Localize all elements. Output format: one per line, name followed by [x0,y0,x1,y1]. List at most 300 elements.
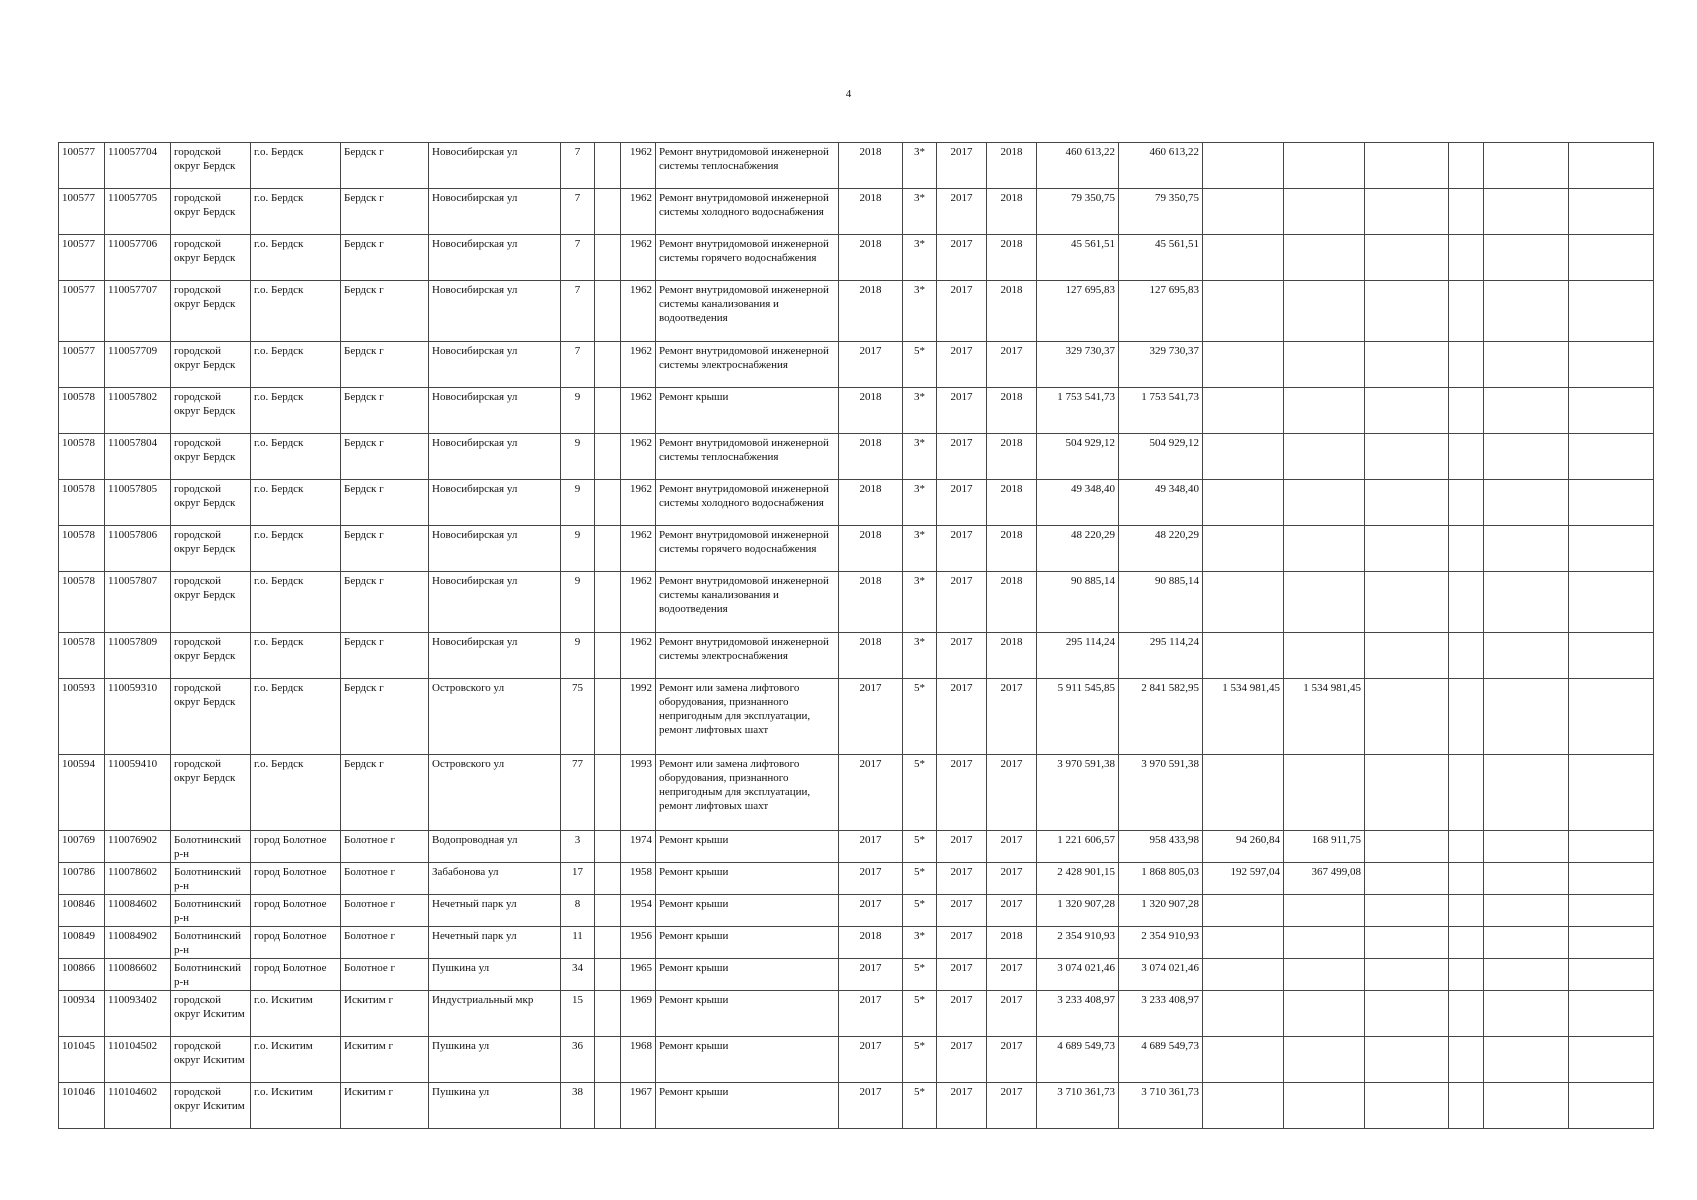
cell-budget-cost [1203,388,1284,434]
cell-object-id: 100578 [59,434,105,480]
cell-building [595,281,621,342]
cell-fund-cost: 45 561,51 [1119,235,1203,281]
cell-col-21 [1484,434,1569,480]
cell-col-19 [1365,679,1449,755]
cell-end-year: 2018 [987,633,1037,679]
cell-owners-cost [1284,959,1365,991]
cell-budget-cost: 1 534 981,45 [1203,679,1284,755]
cell-end-year: 2018 [987,526,1037,572]
cell-house-number: 8 [561,895,595,927]
cell-plan-year: 2018 [839,281,903,342]
cell-col-20 [1449,572,1484,633]
cell-locality: Бердск г [341,143,429,189]
cell-locality: Бердск г [341,572,429,633]
cell-total-cost: 3 233 408,97 [1037,991,1119,1037]
cell-fund-cost: 49 348,40 [1119,480,1203,526]
cell-col-19 [1365,1083,1449,1129]
cell-start-year: 2017 [937,633,987,679]
cell-priority: 5* [903,895,937,927]
cell-col-20 [1449,959,1484,991]
cell-total-cost: 5 911 545,85 [1037,679,1119,755]
cell-house-number: 9 [561,480,595,526]
cell-priority: 3* [903,526,937,572]
cell-house-number: 9 [561,434,595,480]
cell-work-id: 110057709 [105,342,171,388]
cell-street: Новосибирская ул [429,388,561,434]
cell-col-20 [1449,434,1484,480]
cell-col-21 [1484,831,1569,863]
cell-work-type: Ремонт внутридомовой инженерной системы теплоснабжения [656,434,839,480]
cell-fund-cost: 3 233 408,97 [1119,991,1203,1037]
cell-building [595,526,621,572]
cell-total-cost: 329 730,37 [1037,342,1119,388]
cell-locality: Бердск г [341,633,429,679]
cell-start-year: 2017 [937,831,987,863]
cell-owners-cost [1284,755,1365,831]
cell-priority: 5* [903,755,937,831]
cell-work-id: 110057704 [105,143,171,189]
cell-col-21 [1484,633,1569,679]
cell-col-20 [1449,1083,1484,1129]
cell-priority: 5* [903,679,937,755]
table-row [59,143,1654,189]
table-row [59,895,1654,927]
cell-col-21 [1484,895,1569,927]
cell-municipality: Болотнинский р-н [171,831,251,863]
cell-work-type: Ремонт крыши [656,863,839,895]
cell-street: Индустриальный мкр [429,991,561,1037]
cell-end-year: 2018 [987,189,1037,235]
cell-col-19 [1365,480,1449,526]
cell-locality: Бердск г [341,235,429,281]
cell-street: Новосибирская ул [429,633,561,679]
cell-end-year: 2017 [987,679,1037,755]
cell-fund-cost: 329 730,37 [1119,342,1203,388]
cell-settlement: г.о. Искитим [251,991,341,1037]
cell-col-22 [1569,235,1654,281]
cell-year-built: 1965 [621,959,656,991]
table-row [59,572,1654,633]
cell-budget-cost [1203,281,1284,342]
table-row [59,526,1654,572]
cell-work-type: Ремонт крыши [656,388,839,434]
cell-plan-year: 2018 [839,480,903,526]
cell-budget-cost [1203,235,1284,281]
cell-col-21 [1484,143,1569,189]
cell-object-id: 100577 [59,189,105,235]
cell-house-number: 11 [561,927,595,959]
cell-total-cost: 2 428 901,15 [1037,863,1119,895]
cell-house-number: 9 [561,633,595,679]
cell-plan-year: 2017 [839,755,903,831]
cell-fund-cost: 3 970 591,38 [1119,755,1203,831]
cell-building [595,480,621,526]
cell-end-year: 2018 [987,434,1037,480]
cell-priority: 5* [903,831,937,863]
cell-end-year: 2017 [987,863,1037,895]
cell-col-19 [1365,895,1449,927]
cell-start-year: 2017 [937,572,987,633]
cell-col-19 [1365,143,1449,189]
cell-plan-year: 2017 [839,991,903,1037]
cell-col-19 [1365,959,1449,991]
cell-building [595,388,621,434]
cell-street: Новосибирская ул [429,235,561,281]
table-row [59,281,1654,342]
cell-col-19 [1365,388,1449,434]
cell-col-19 [1365,755,1449,831]
cell-owners-cost [1284,895,1365,927]
cell-municipality: Болотнинский р-н [171,927,251,959]
cell-building [595,863,621,895]
cell-settlement: город Болотное [251,959,341,991]
cell-year-built: 1962 [621,235,656,281]
table-row [59,388,1654,434]
cell-work-id: 110059410 [105,755,171,831]
cell-street: Островского ул [429,679,561,755]
cell-settlement: г.о. Бердск [251,679,341,755]
cell-col-19 [1365,831,1449,863]
cell-work-type: Ремонт внутридомовой инженерной системы горячего водоснабжения [656,526,839,572]
cell-work-id: 110078602 [105,863,171,895]
cell-settlement: город Болотное [251,895,341,927]
cell-work-id: 110104502 [105,1037,171,1083]
cell-year-built: 1954 [621,895,656,927]
cell-street: Новосибирская ул [429,434,561,480]
cell-priority: 3* [903,281,937,342]
cell-col-20 [1449,633,1484,679]
cell-object-id: 100866 [59,959,105,991]
cell-house-number: 36 [561,1037,595,1083]
cell-locality: Бердск г [341,526,429,572]
cell-settlement: г.о. Бердск [251,526,341,572]
cell-start-year: 2017 [937,1083,987,1129]
cell-municipality: городской округ Бердск [171,679,251,755]
cell-fund-cost: 1 868 805,03 [1119,863,1203,895]
cell-house-number: 7 [561,189,595,235]
cell-owners-cost [1284,927,1365,959]
cell-object-id: 100934 [59,991,105,1037]
cell-budget-cost [1203,1083,1284,1129]
cell-start-year: 2017 [937,434,987,480]
cell-house-number: 9 [561,388,595,434]
cell-budget-cost: 94 260,84 [1203,831,1284,863]
cell-priority: 3* [903,143,937,189]
cell-col-20 [1449,927,1484,959]
cell-fund-cost: 127 695,83 [1119,281,1203,342]
cell-work-id: 110057806 [105,526,171,572]
cell-col-21 [1484,388,1569,434]
cell-year-built: 1962 [621,388,656,434]
cell-end-year: 2018 [987,572,1037,633]
table-row [59,434,1654,480]
cell-owners-cost [1284,434,1365,480]
cell-col-21 [1484,189,1569,235]
cell-work-type: Ремонт внутридомовой инженерной системы холодного водоснабжения [656,480,839,526]
cell-settlement: г.о. Искитим [251,1083,341,1129]
cell-house-number: 34 [561,959,595,991]
cell-budget-cost [1203,1037,1284,1083]
cell-work-type: Ремонт или замена лифтового оборудования, признанного непригодным для эксплуатации, ремонт лифтовых шахт [656,755,839,831]
cell-work-id: 110057807 [105,572,171,633]
table-row [59,927,1654,959]
cell-priority: 3* [903,927,937,959]
cell-locality: Болотное г [341,863,429,895]
cell-col-22 [1569,633,1654,679]
table-row [59,1083,1654,1129]
cell-building [595,895,621,927]
cell-end-year: 2017 [987,342,1037,388]
cell-building [595,189,621,235]
cell-municipality: городской округ Искитим [171,991,251,1037]
cell-total-cost: 1 221 606,57 [1037,831,1119,863]
table-row [59,755,1654,831]
cell-work-type: Ремонт крыши [656,991,839,1037]
cell-municipality: Болотнинский р-н [171,895,251,927]
cell-col-22 [1569,1037,1654,1083]
cell-building [595,831,621,863]
cell-priority: 5* [903,863,937,895]
cell-settlement: город Болотное [251,927,341,959]
cell-col-22 [1569,572,1654,633]
cell-budget-cost [1203,755,1284,831]
cell-work-id: 110057706 [105,235,171,281]
cell-col-21 [1484,863,1569,895]
cell-municipality: Болотнинский р-н [171,959,251,991]
cell-col-20 [1449,991,1484,1037]
cell-work-type: Ремонт крыши [656,927,839,959]
cell-work-id: 110057707 [105,281,171,342]
cell-end-year: 2018 [987,235,1037,281]
cell-end-year: 2018 [987,480,1037,526]
table-body [59,143,1654,1129]
cell-settlement: г.о. Искитим [251,1037,341,1083]
cell-col-22 [1569,189,1654,235]
cell-plan-year: 2018 [839,235,903,281]
cell-object-id: 101045 [59,1037,105,1083]
cell-object-id: 101046 [59,1083,105,1129]
cell-col-20 [1449,679,1484,755]
cell-municipality: городской округ Бердск [171,189,251,235]
cell-settlement: г.о. Бердск [251,342,341,388]
cell-budget-cost [1203,572,1284,633]
cell-col-22 [1569,526,1654,572]
table-row [59,1037,1654,1083]
cell-work-id: 110086602 [105,959,171,991]
cell-end-year: 2017 [987,959,1037,991]
cell-municipality: городской округ Искитим [171,1037,251,1083]
cell-municipality: городской округ Искитим [171,1083,251,1129]
cell-total-cost: 3 970 591,38 [1037,755,1119,831]
cell-street: Новосибирская ул [429,281,561,342]
cell-year-built: 1958 [621,863,656,895]
cell-priority: 5* [903,1037,937,1083]
cell-plan-year: 2017 [839,1083,903,1129]
cell-locality: Бердск г [341,342,429,388]
cell-street: Новосибирская ул [429,189,561,235]
cell-col-20 [1449,342,1484,388]
cell-settlement: город Болотное [251,863,341,895]
cell-end-year: 2017 [987,991,1037,1037]
cell-year-built: 1974 [621,831,656,863]
cell-municipality: Болотнинский р-н [171,863,251,895]
cell-year-built: 1962 [621,633,656,679]
cell-col-21 [1484,526,1569,572]
cell-locality: Бердск г [341,755,429,831]
cell-settlement: г.о. Бердск [251,189,341,235]
cell-house-number: 17 [561,863,595,895]
cell-owners-cost [1284,572,1365,633]
cell-building [595,342,621,388]
cell-object-id: 100577 [59,342,105,388]
cell-col-21 [1484,342,1569,388]
cell-year-built: 1962 [621,143,656,189]
cell-start-year: 2017 [937,143,987,189]
table-row [59,189,1654,235]
cell-col-19 [1365,927,1449,959]
cell-total-cost: 460 613,22 [1037,143,1119,189]
cell-year-built: 1956 [621,927,656,959]
cell-end-year: 2017 [987,755,1037,831]
cell-end-year: 2017 [987,1083,1037,1129]
table-row [59,831,1654,863]
cell-col-20 [1449,1037,1484,1083]
cell-street: Новосибирская ул [429,480,561,526]
cell-house-number: 3 [561,831,595,863]
cell-plan-year: 2018 [839,434,903,480]
cell-col-22 [1569,388,1654,434]
cell-col-19 [1365,526,1449,572]
cell-start-year: 2017 [937,526,987,572]
cell-settlement: г.о. Бердск [251,235,341,281]
cell-priority: 3* [903,235,937,281]
cell-end-year: 2018 [987,927,1037,959]
cell-col-22 [1569,1083,1654,1129]
cell-total-cost: 1 753 541,73 [1037,388,1119,434]
cell-locality: Искитим г [341,1037,429,1083]
cell-work-type: Ремонт внутридомовой инженерной системы электроснабжения [656,342,839,388]
cell-col-20 [1449,235,1484,281]
cell-object-id: 100786 [59,863,105,895]
cell-col-19 [1365,991,1449,1037]
cell-priority: 5* [903,991,937,1037]
cell-col-21 [1484,480,1569,526]
cell-year-built: 1962 [621,434,656,480]
cell-fund-cost: 3 710 361,73 [1119,1083,1203,1129]
cell-year-built: 1968 [621,1037,656,1083]
cell-work-id: 110057802 [105,388,171,434]
cell-plan-year: 2017 [839,959,903,991]
cell-work-id: 110104602 [105,1083,171,1129]
cell-budget-cost [1203,991,1284,1037]
cell-col-19 [1365,633,1449,679]
cell-col-19 [1365,281,1449,342]
table-row [59,342,1654,388]
cell-budget-cost [1203,342,1284,388]
cell-year-built: 1962 [621,480,656,526]
cell-building [595,755,621,831]
cell-start-year: 2017 [937,281,987,342]
cell-work-type: Ремонт внутридомовой инженерной системы холодного водоснабжения [656,189,839,235]
cell-owners-cost [1284,480,1365,526]
cell-col-19 [1365,434,1449,480]
page-number: 4 [845,88,852,100]
cell-col-22 [1569,434,1654,480]
cell-municipality: городской округ Бердск [171,526,251,572]
cell-street: Пушкина ул [429,959,561,991]
cell-work-type: Ремонт крыши [656,1037,839,1083]
cell-locality: Бердск г [341,679,429,755]
cell-col-22 [1569,863,1654,895]
cell-settlement: г.о. Бердск [251,434,341,480]
cell-end-year: 2018 [987,388,1037,434]
cell-col-22 [1569,755,1654,831]
cell-col-19 [1365,863,1449,895]
cell-owners-cost [1284,633,1365,679]
cell-municipality: городской округ Бердск [171,755,251,831]
cell-plan-year: 2018 [839,526,903,572]
cell-fund-cost: 4 689 549,73 [1119,1037,1203,1083]
cell-year-built: 1962 [621,281,656,342]
cell-building [595,991,621,1037]
cell-total-cost: 90 885,14 [1037,572,1119,633]
table-row [59,863,1654,895]
cell-plan-year: 2018 [839,143,903,189]
cell-work-type: Ремонт крыши [656,831,839,863]
cell-locality: Бердск г [341,189,429,235]
cell-start-year: 2017 [937,895,987,927]
cell-building [595,1037,621,1083]
cell-start-year: 2017 [937,1037,987,1083]
cell-plan-year: 2017 [839,831,903,863]
cell-budget-cost [1203,633,1284,679]
cell-building [595,434,621,480]
cell-end-year: 2017 [987,831,1037,863]
cell-object-id: 100577 [59,143,105,189]
cell-house-number: 7 [561,281,595,342]
table-row [59,959,1654,991]
cell-municipality: городской округ Бердск [171,143,251,189]
cell-locality: Болотное г [341,927,429,959]
cell-total-cost: 3 074 021,46 [1037,959,1119,991]
cell-settlement: город Болотное [251,831,341,863]
cell-plan-year: 2018 [839,388,903,434]
cell-total-cost: 49 348,40 [1037,480,1119,526]
cell-owners-cost [1284,526,1365,572]
cell-fund-cost: 1 753 541,73 [1119,388,1203,434]
cell-fund-cost: 2 841 582,95 [1119,679,1203,755]
cell-locality: Болотное г [341,895,429,927]
cell-object-id: 100594 [59,755,105,831]
cell-year-built: 1993 [621,755,656,831]
cell-work-type: Ремонт внутридомовой инженерной системы канализования и водоотведения [656,572,839,633]
cell-owners-cost [1284,388,1365,434]
cell-plan-year: 2017 [839,895,903,927]
cell-fund-cost: 2 354 910,93 [1119,927,1203,959]
cell-house-number: 15 [561,991,595,1037]
cell-priority: 3* [903,480,937,526]
cell-owners-cost [1284,189,1365,235]
cell-total-cost: 2 354 910,93 [1037,927,1119,959]
cell-plan-year: 2017 [839,1037,903,1083]
cell-col-19 [1365,1037,1449,1083]
cell-year-built: 1962 [621,342,656,388]
cell-start-year: 2017 [937,959,987,991]
cell-col-21 [1484,281,1569,342]
cell-priority: 3* [903,434,937,480]
cell-work-id: 110093402 [105,991,171,1037]
cell-object-id: 100849 [59,927,105,959]
